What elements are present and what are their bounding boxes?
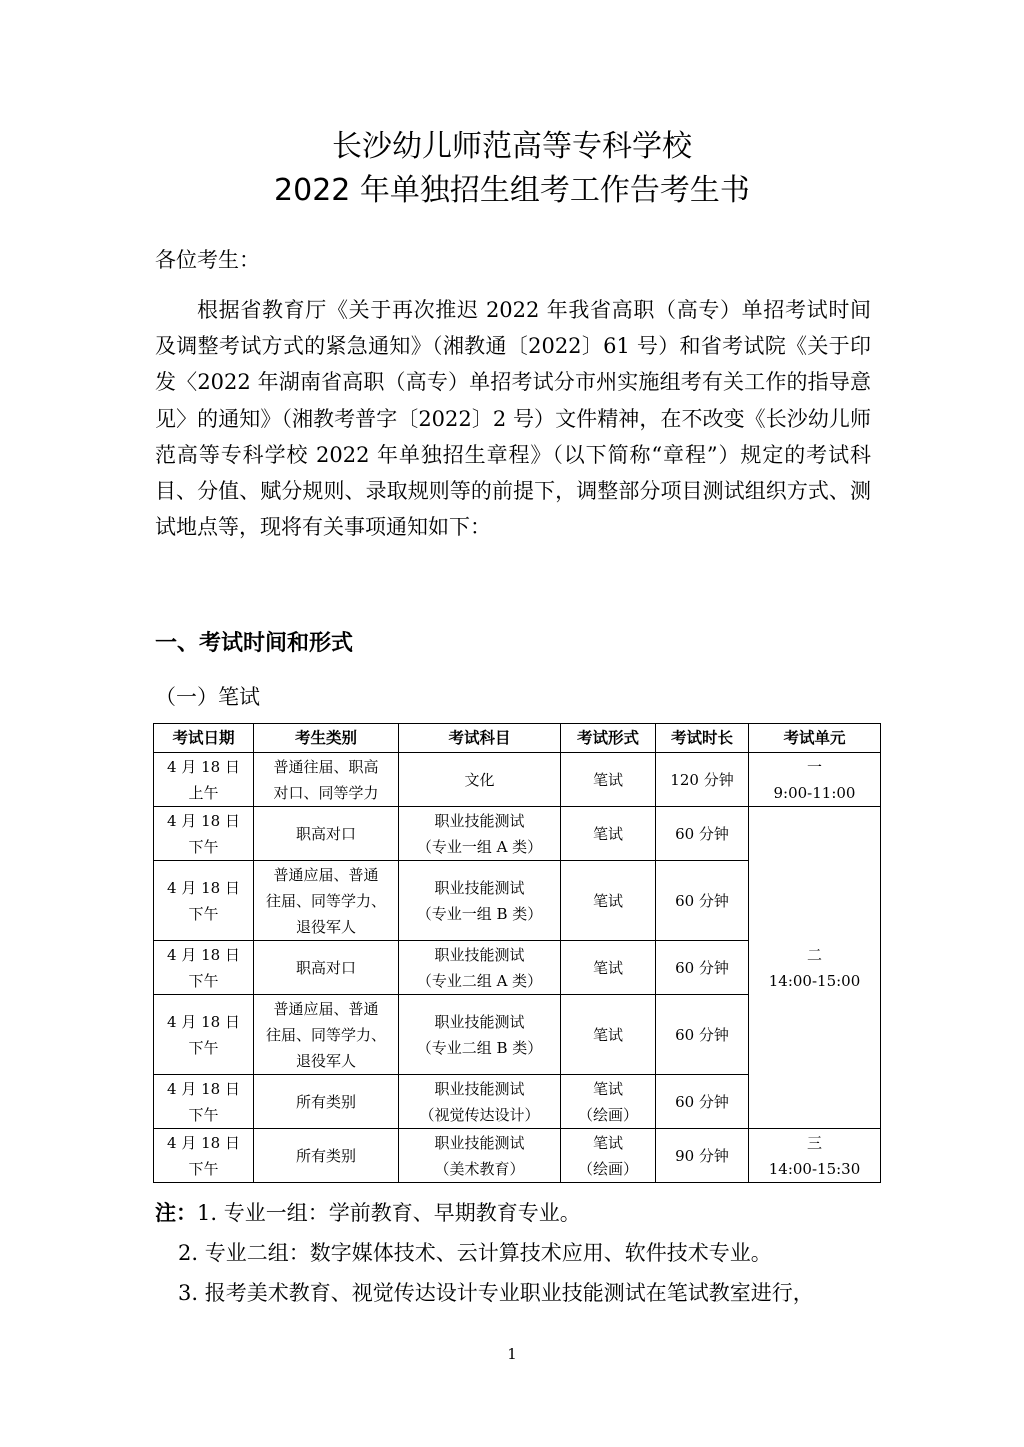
date-cell: 4 月 18 日 下午 — [154, 1129, 254, 1183]
section-heading-exam-time: 一、考试时间和形式 — [155, 631, 354, 656]
salutation: 各位考生： — [155, 248, 260, 272]
form-cell: 笔试 （绘画） — [561, 1129, 656, 1183]
duration-cell: 60 分钟 — [656, 995, 749, 1075]
subject-cell: 职业技能测试 （视觉传达设计） — [399, 1075, 561, 1129]
unit-cell: 二 14:00-15:00 — [749, 807, 881, 1129]
date-cell: 4 月 18 日 上午 — [154, 753, 254, 807]
form-cell: 笔试 — [561, 941, 656, 995]
intro-paragraph — [155, 292, 871, 545]
subject-cell: 职业技能测试 （专业一组 B 类） — [399, 861, 561, 941]
category-cell: 普通往届、职高 对口、同等学力 — [254, 753, 399, 807]
subject-cell: 职业技能测试 （美术教育） — [399, 1129, 561, 1183]
table-row — [154, 807, 881, 861]
form-cell: 笔试 — [561, 753, 656, 807]
subject-cell: 职业技能测试 （专业一组 A 类） — [399, 807, 561, 861]
duration-cell: 60 分钟 — [656, 941, 749, 995]
date-cell: 4 月 18 日 下午 — [154, 807, 254, 861]
document-title-line1: 长沙幼儿师范高等专科学校 — [332, 129, 692, 164]
duration-cell: 60 分钟 — [656, 807, 749, 861]
table-header-row — [154, 724, 881, 753]
unit-cell: 一 9:00-11:00 — [749, 753, 881, 807]
note-3: 3. 报考美术教育、视觉传达设计专业职业技能测试在笔试教室进行， — [178, 1281, 814, 1305]
subject-cell: 职业技能测试 （专业二组 A 类） — [399, 941, 561, 995]
header-cell: 考生类别 — [254, 724, 399, 753]
header-cell: 考试日期 — [154, 724, 254, 753]
category-cell: 所有类别 — [254, 1129, 399, 1183]
form-cell: 笔试 — [561, 807, 656, 861]
table-row — [154, 1129, 881, 1183]
category-cell: 所有类别 — [254, 1075, 399, 1129]
header-cell: 考试形式 — [561, 724, 656, 753]
form-cell: 笔试 （绘画） — [561, 1075, 656, 1129]
header-cell: 考试时长 — [656, 724, 749, 753]
date-cell: 4 月 18 日 下午 — [154, 941, 254, 995]
note-2: 2. 专业二组：数字媒体技术、云计算技术应用、软件技术专业。 — [178, 1241, 772, 1265]
intro-text: 根据省教育厅《关于再次推迟 2022 年我省高职（高专）单招考试时间及调整考试方式的紧急通知》（湘教通〔2022〕61 号）和省考试院《关于印发〈2022 年湖南省高职（高专）单招考试分市州实施组考有关工作的指导意见〉的通知》（湘教考普字〔2022〕2 号）文件精神，在不改变《长沙幼儿师范高等专科学校 2022 年单独招生章程》（以下简称“章程”）规定的考试科目、分值、赋分规则、录取规则等的前提下，调整部分项目测试组织方式、测试地点等，现将有关事项通知如下： — [155, 298, 871, 540]
unit-cell: 三 14:00-15:30 — [749, 1129, 881, 1183]
category-cell: 普通应届、普通 往届、同等学力、 退役军人 — [254, 995, 399, 1075]
table-row — [154, 753, 881, 807]
note-1 — [155, 1196, 581, 1230]
subsection-heading-written: （一）笔试 — [155, 685, 260, 709]
subject-cell: 职业技能测试 （专业二组 B 类） — [399, 995, 561, 1075]
header-cell: 考试科目 — [399, 724, 561, 753]
note-label: 注： — [155, 1201, 197, 1225]
date-cell: 4 月 18 日 下午 — [154, 995, 254, 1075]
note-1-text: 1. 专业一组：学前教育、早期教育专业。 — [197, 1201, 581, 1225]
category-cell: 普通应届、普通 往届、同等学力、 退役军人 — [254, 861, 399, 941]
category-cell: 职高对口 — [254, 941, 399, 995]
date-cell: 4 月 18 日 下午 — [154, 1075, 254, 1129]
subject-cell: 文化 — [399, 753, 561, 807]
duration-cell: 60 分钟 — [656, 1075, 749, 1129]
form-cell: 笔试 — [561, 861, 656, 941]
document-title-line2: 2022 年单独招生组考工作告考生书 — [274, 173, 750, 208]
form-cell: 笔试 — [561, 995, 656, 1075]
header-cell: 考试单元 — [749, 724, 881, 753]
date-cell: 4 月 18 日 下午 — [154, 861, 254, 941]
page-number: 1 — [507, 1345, 517, 1363]
duration-cell: 90 分钟 — [656, 1129, 749, 1183]
exam-schedule-table — [153, 723, 881, 1183]
category-cell: 职高对口 — [254, 807, 399, 861]
duration-cell: 120 分钟 — [656, 753, 749, 807]
duration-cell: 60 分钟 — [656, 861, 749, 941]
